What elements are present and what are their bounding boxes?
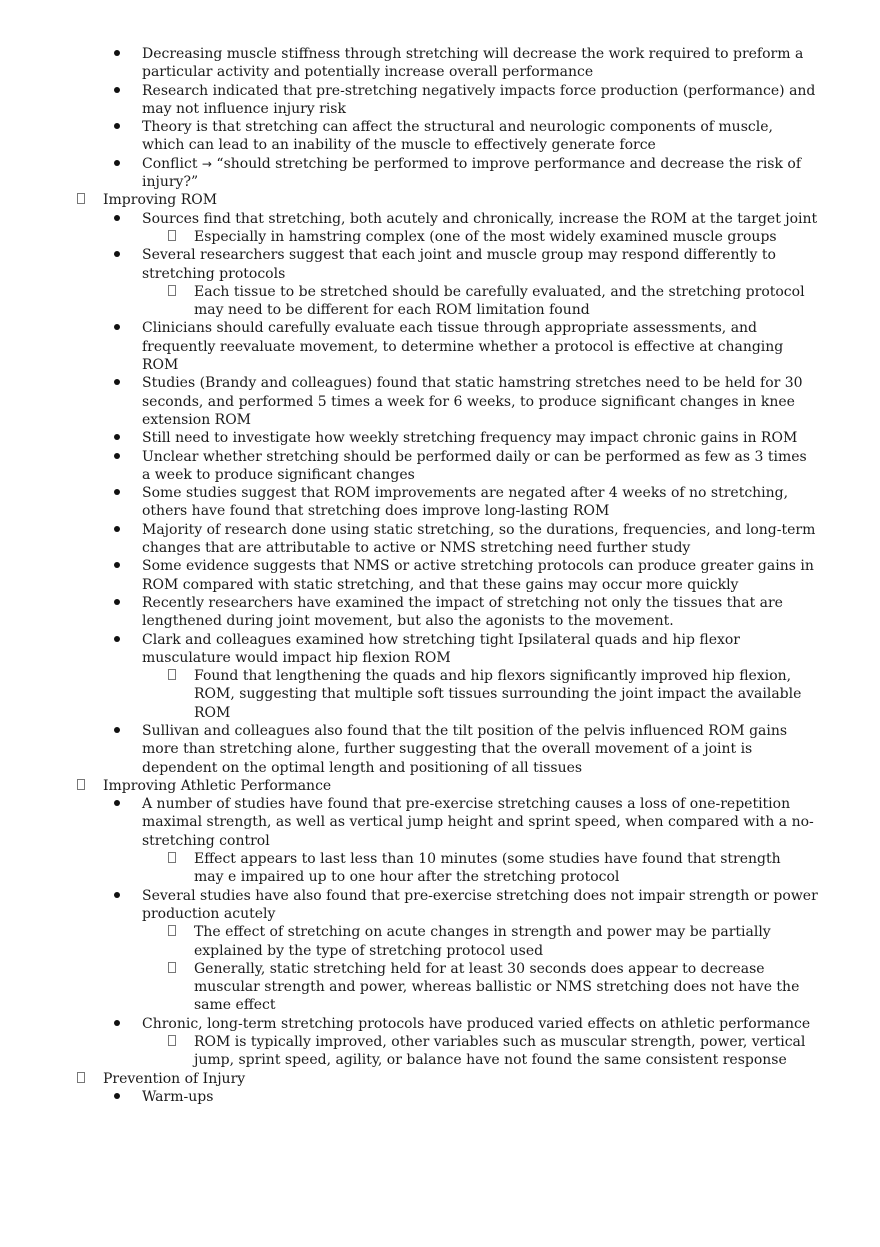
conflict-text [142, 155, 818, 192]
bullet-icon [114, 429, 120, 447]
box-bullet-icon [168, 850, 176, 868]
bullet-text: Recently researchers have examined the impact of stretching not only the tissues that are lengthened during joint movement, but also the agonists to the movement. [142, 594, 783, 630]
list-item [0, 795, 818, 850]
list-item [0, 45, 818, 82]
box-bullet-icon [168, 228, 176, 246]
bullet-text: Clark and colleagues examined how stretching tight Ipsilateral quads and hip flexor musculature would impact hip flexion ROM [142, 631, 741, 666]
box-bullet-icon [168, 283, 176, 301]
section-heading-athletic [0, 777, 815, 795]
bullet-icon [114, 319, 120, 337]
bullet-text: Sources find that stretching, both acutely and chronically, increase the ROM at the target joint [142, 210, 818, 227]
bullet-icon [114, 246, 120, 264]
list-item [0, 557, 818, 594]
conflict-question: “should stretching be performed to improve performance and decrease the risk of injury?” [142, 155, 802, 191]
bullet-text: Warm-ups [142, 1088, 214, 1105]
bullet-icon [114, 210, 120, 228]
bullet-icon [114, 45, 120, 63]
bullet-text: Decreasing muscle stiffness through stretching will decrease the work required to preform a particular activity and potentially increase overall performance [142, 46, 804, 81]
list-item [0, 1015, 818, 1033]
bullet-icon [114, 1015, 120, 1033]
sub-list-item [0, 923, 814, 960]
bullet-text: Unclear whether stretching should be performed daily or can be performed as few as 3 times a week to produce significant changes [142, 448, 807, 483]
bullet-icon [114, 82, 120, 100]
list-item [0, 319, 818, 374]
bullet-text: Studies (Brandy and colleagues) found that static hamstring stretches need to be held for 30 seconds, and performed 5 times a week for 6 weeks, to produce significant changes in knee extension ROM [142, 375, 803, 428]
bullet-text: Clinicians should carefully evaluate each tissue through appropriate assessments, and frequently reevaluate movement, to determine whether a protocol is effective at changing ROM [142, 320, 784, 374]
bullet-icon [114, 374, 120, 392]
bullet-text: Some evidence suggests that NMS or active stretching protocols can produce greater gains in ROM compared with static stretching, and that these gains may occur more quickly [142, 558, 814, 593]
bullet-text: Research indicated that pre-stretching negatively impacts force production (performance) and may not influence injury risk [142, 82, 816, 117]
arrow-right-icon: → [201, 156, 212, 171]
list-item [0, 374, 818, 429]
conflict-label: Conflict [142, 155, 198, 172]
list-item [0, 594, 818, 631]
section-heading-text: Improving Athletic Performance [103, 777, 332, 794]
sub-bullet-text: Effect appears to last less than 10 minutes (some studies have found that strength may e impaired up to one hour after the stretching protocol [194, 851, 781, 886]
list-item [0, 887, 818, 924]
list-item [0, 246, 818, 283]
bullet-icon [114, 521, 120, 539]
bullet-icon [114, 557, 120, 575]
sub-list-item [0, 1033, 814, 1070]
sub-list-item [0, 283, 814, 320]
sub-bullet-text: Each tissue to be stretched should be carefully evaluated, and the stretching protocol may need to be different for each ROM limitation found [194, 283, 805, 319]
sub-list-item [0, 850, 814, 887]
list-item [0, 210, 818, 228]
bullet-icon [114, 631, 120, 649]
bullet-text: Theory is that stretching can affect the structural and neurologic components of muscle, which can lead to an inability of the muscle to effectively generate force [142, 119, 773, 154]
list-item [0, 722, 818, 777]
bullet-icon [114, 722, 120, 740]
bullet-icon [114, 795, 120, 813]
bullet-text: Some studies suggest that ROM improvements are negated after 4 weeks of no stretching, others have found that stretching does improve long-lasting ROM [142, 485, 789, 520]
bullet-text: Several studies have also found that pre-exercise stretching does not impair strength or power production acutely [142, 887, 818, 922]
sub-bullet-text: Found that lengthening the quads and hip flexors significantly improved hip flexion, ROM, suggesting that multiple soft tissues surrounding the joint impact the available ROM [194, 668, 802, 721]
box-bullet-icon [77, 191, 85, 209]
list-item [0, 155, 818, 192]
box-bullet-icon [168, 667, 176, 685]
bullet-icon [114, 484, 120, 502]
bullet-icon [114, 118, 120, 136]
sub-list-item [0, 228, 814, 246]
section-heading-rom [0, 191, 815, 209]
sub-bullet-text: The effect of stretching on acute changes in strength and power may be partially explained by the type of stretching protocol used [194, 924, 771, 959]
list-item [0, 448, 818, 485]
bullet-text: Chronic, long-term stretching protocols have produced varied effects on athletic performance [142, 1015, 811, 1032]
bullet-text: Majority of research done using static stretching, so the durations, frequencies, and long-term changes that are attributable to active or NMS stretching need further study [142, 521, 816, 557]
section-heading-injury [0, 1070, 815, 1088]
sub-list-item [0, 960, 814, 1015]
bullet-icon [114, 887, 120, 905]
sub-bullet-text: ROM is typically improved, other variables such as muscular strength, power, vertical jump, sprint speed, agility, or balance have not found the same consistent response [194, 1034, 806, 1069]
bullet-icon [114, 448, 120, 466]
document-page [0, 45, 880, 1106]
bullet-icon [114, 155, 120, 173]
box-bullet-icon [77, 1070, 85, 1088]
list-item [0, 82, 818, 119]
bullet-icon [114, 594, 120, 612]
bullet-text: Several researchers suggest that each joint and muscle group may respond differently to stretching protocols [142, 247, 776, 282]
sub-bullet-text: Generally, static stretching held for at least 30 seconds does appear to decrease muscular strength and power, whereas ballistic or NMS stretching does not have the same effect [194, 960, 800, 1014]
box-bullet-icon [168, 923, 176, 941]
list-item [0, 118, 818, 155]
section-heading-text: Improving ROM [103, 192, 218, 209]
list-item [0, 521, 818, 558]
sub-list-item [0, 667, 814, 722]
box-bullet-icon [168, 1033, 176, 1051]
bullet-icon [114, 1088, 120, 1106]
section-heading-text: Prevention of Injury [103, 1070, 246, 1087]
list-item [0, 631, 818, 668]
bullet-text: A number of studies have found that pre-exercise stretching causes a loss of one-repetition maximal strength, as well as vertical jump height and sprint speed, when compared with a no-stretching control [142, 796, 814, 849]
list-item [0, 1088, 818, 1106]
box-bullet-icon [168, 960, 176, 978]
bullet-text: Still need to investigate how weekly stretching frequency may impact chronic gains in ROM [142, 430, 798, 447]
list-item [0, 484, 818, 521]
list-item [0, 429, 818, 447]
sub-bullet-text: Especially in hamstring complex (one of the most widely examined muscle groups [194, 228, 777, 245]
bullet-text: Sullivan and colleagues also found that the tilt position of the pelvis influenced ROM gains more than stretching alone, further suggesting that the overall movement of a joint is dependent on the optimal length and positioning of all tissues [142, 722, 788, 776]
box-bullet-icon [77, 777, 85, 795]
